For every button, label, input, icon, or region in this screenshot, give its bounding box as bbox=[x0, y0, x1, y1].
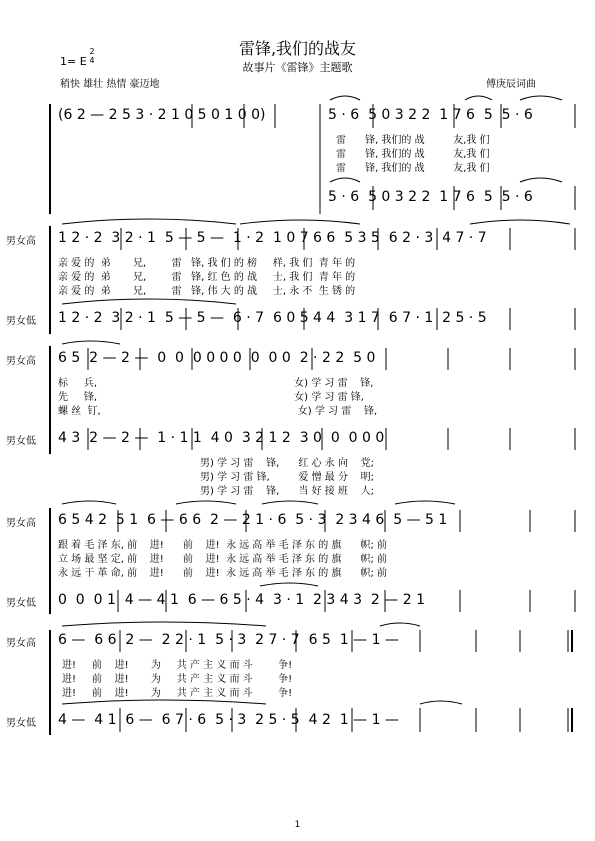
page-subtitle: 故事片《雷锋》主题歌 bbox=[242, 61, 353, 74]
system1-lyrics-2: 雷 锋, 我们的 战 友,我 们 bbox=[336, 149, 490, 160]
tempo-marking: 稍快 雄壮 热情 豪迈地 bbox=[60, 79, 160, 90]
system3-lower-lyrics-2: 男) 学 习 雷 锋, 爱 憎 最 分 明; bbox=[200, 472, 375, 483]
part-label-lower: 男女低 bbox=[6, 436, 36, 447]
part-label-upper: 男女高 bbox=[6, 638, 36, 649]
system2-upper-notes: 1 2 · 2 3 2 · 1 5 — 5 — 1 · 2 1 0 7 6 6 5 3 5 6 2 · 3 4 7 · 7 bbox=[58, 230, 487, 246]
time-signature-top: 2 bbox=[89, 47, 95, 56]
system3-upper-lyrics-1: 标 兵, 女) 学 习 雷 锋, bbox=[58, 378, 374, 389]
part-label-upper: 男女高 bbox=[6, 356, 36, 367]
system1-lyrics-3: 雷 锋, 我们的 战 友,我 们 bbox=[336, 163, 490, 174]
key-signature: 1= E bbox=[60, 55, 87, 68]
system3-lower-lyrics-1: 男) 学 习 雷 锋, 红 心 永 向 党; bbox=[200, 458, 375, 469]
page-number: 1 bbox=[294, 820, 301, 830]
system4-upper-notes: 6 5 4 2 5 1 6 — 6 6 2 — 2 1 · 6 5 · 3 2 3 4 6 5 — 5 1 bbox=[58, 512, 448, 528]
system5-lyrics-2: 进! 前 进! 为 共 产 主 义 而 斗 争! bbox=[62, 674, 293, 685]
page-title: 雷锋,我们的战友 bbox=[238, 39, 357, 58]
system3-upper-lyrics-2: 先 锋, 女) 学 习 雷 锋, bbox=[58, 392, 364, 403]
system2-lower-notes: 1 2 · 2 3 2 · 1 5 — 5 — 6 · 7 6 0 5 4 4 3 1 7 6 7 · 1 2 5 · 5 bbox=[58, 310, 487, 326]
system3-upper-lyrics-3: 螺 丝 钉, 女) 学 习 雷 锋, bbox=[58, 406, 378, 417]
system1-lyrics-1: 雷 锋, 我们的 战 友,我 们 bbox=[336, 135, 490, 146]
system3-upper-notes: 6 5 2 — 2 — 0 0 0 0 0 0 0 0 0 2 · 2 2 5 0 bbox=[58, 350, 376, 366]
system2-lyrics-1: 亲 爱 的 弟 兄, 雷 锋, 我 们 的 榜 样, 我 们 青 年 的 bbox=[58, 258, 356, 269]
system2-lyrics-2: 亲 爱 的 弟 兄, 雷 锋, 红 色 的 战 士, 我 们 青 年 的 bbox=[58, 272, 356, 283]
system1-lower-notes: 5 · 6 5 0 3 2 2 1 7 6 5 5 · 6 bbox=[328, 189, 533, 205]
system2-lyrics-3: 亲 爱 的 弟 兄, 雷 锋, 伟 大 的 战 士, 永 不 生 锈 的 bbox=[58, 286, 356, 297]
part-label-upper: 男女高 bbox=[6, 518, 36, 529]
part-label-lower: 男女低 bbox=[6, 598, 36, 609]
time-signature-bottom: 4 bbox=[89, 56, 95, 65]
part-label-lower: 男女低 bbox=[6, 316, 36, 327]
system3-lower-lyrics-3: 男) 学 习 雷 锋, 当 好 接 班 人; bbox=[200, 486, 375, 497]
system5-lyrics-3: 进! 前 进! 为 共 产 主 义 而 斗 争! bbox=[62, 688, 293, 699]
part-label-upper: 男女高 bbox=[6, 236, 36, 247]
system4-lyrics-2: 立 场 最 坚 定, 前 进! 前 进! 永 远 高 举 毛 泽 东 的 旗 帜; 前 bbox=[58, 554, 387, 565]
system4-lyrics-1: 跟 着 毛 泽 东, 前 进! 前 进! 永 远 高 举 毛 泽 东 的 旗 帜; 前 bbox=[58, 540, 387, 551]
part-label-lower: 男女低 bbox=[6, 718, 36, 729]
composer-credit: 傅庚辰词曲 bbox=[486, 79, 536, 90]
system5-lyrics-1: 进! 前 进! 为 共 产 主 义 而 斗 争! bbox=[62, 660, 293, 671]
system5-lower-notes: 4 — 4 1 6 — 6 7 · 6 5 · 3 2 5 · 5 4 2 1 — 1 — bbox=[58, 712, 399, 728]
system3-lower-notes: 4 3 2 — 2 — 1 · 1 1 4 0 3 2 1 2 3 0 0 0 0 0 bbox=[58, 430, 385, 446]
system4-lyrics-3: 永 远 干 革 命, 前 进! 前 进! 永 远 高 举 毛 泽 东 的 旗 帜; 前 bbox=[58, 568, 387, 579]
system1-upper-notes: 5 · 6 5 0 3 2 2 1 7 6 5 5 · 6 bbox=[328, 107, 533, 123]
system1-intro-notes: (6 2 — 2 5 3 · 2 1 0 5 0 1 0 0) bbox=[58, 107, 266, 123]
system5-upper-notes: 6 — 6 6 2 — 2 2 · 1 5 · 3 2 7 · 7 6 5 1 — 1 — bbox=[58, 632, 399, 648]
system4-lower-notes: 0 0 0 1 4 — 4 1 6 — 6 5 · 4 3 · 1 2 3 4 3 2 — 2 1 bbox=[58, 592, 426, 608]
